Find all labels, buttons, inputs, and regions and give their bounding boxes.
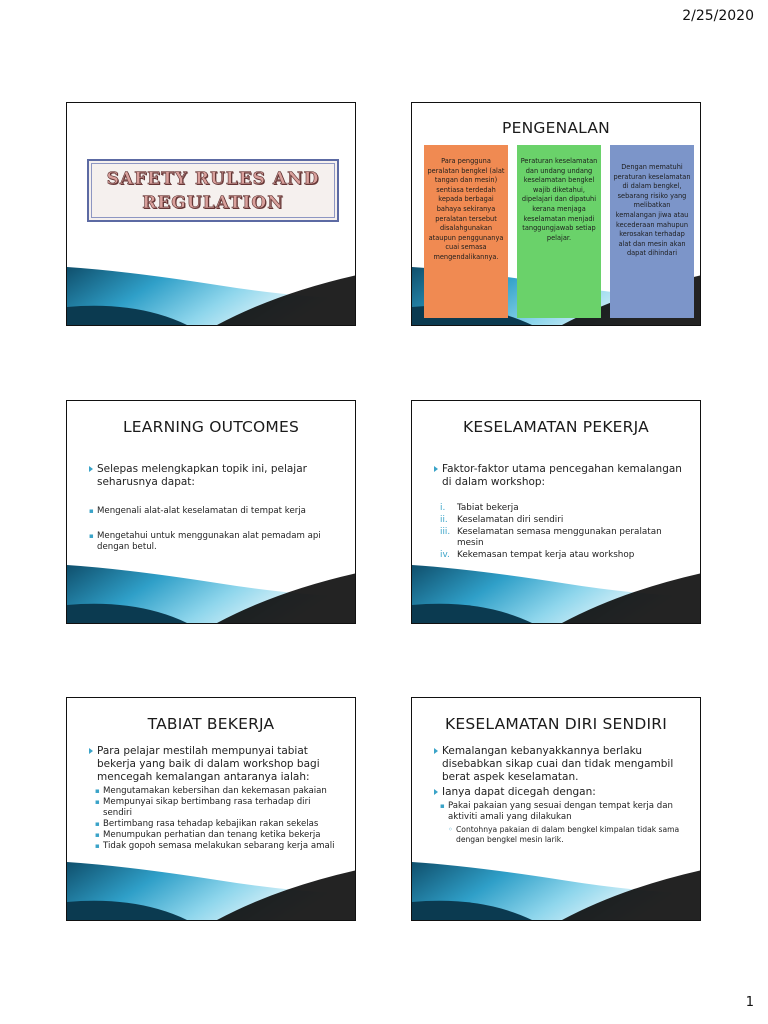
slide-swoosh-graphic	[412, 858, 701, 920]
bullet-text: Kemalangan kebanyakkannya berlaku disebabkan sikap cuai dan tidak mengambil berat aspek keselamatan.	[434, 745, 686, 784]
slide-title: TABIAT BEKERJA	[147, 715, 275, 733]
sub-bullet-text: ▪ Tidak gopoh semasa melakukan sebarang kerja amali	[95, 841, 341, 852]
slide-swoosh-graphic	[67, 858, 356, 920]
slide-keselamatan-pekerja	[411, 400, 701, 624]
slide-title: KESELAMATAN PEKERJA	[463, 418, 649, 436]
slide-pengenalan	[411, 102, 701, 326]
list-item: ii. Keselamatan diri sendiri	[440, 515, 564, 525]
cover-title-box	[87, 159, 339, 222]
slide-title: KESELAMATAN DIRI SENDIRI	[445, 715, 667, 733]
slide-swoosh-graphic	[67, 561, 356, 623]
slide-body	[434, 463, 686, 562]
numbered-list	[434, 503, 686, 561]
slide-keselamatan-diri-sendiri	[411, 697, 701, 921]
slide-swoosh-graphic	[412, 561, 701, 623]
sub-bullet-text: ▪ Mengutamakan kebersihan dan kekemasan pakaian	[95, 786, 341, 797]
bullet-text: Selepas melengkapkan topik ini, pelajar seharusnya dapat:	[89, 463, 341, 489]
bullet-text: Ianya dapat dicegah dengan:	[434, 786, 686, 799]
intro-column-blue: Dengan mematuhi peraturan keselamatan di dalam bengkel, sebarang risiko yang melibatkan kemalangan jiwa atau kecederaan mahupun kerosakan terhadap alat dan mesin akan dapat dihindari	[610, 145, 694, 318]
sub-bullet-text: ▪ Pakai pakaian yang sesuai dengan tempat kerja dan aktiviti amali yang dilakukan	[440, 801, 686, 823]
slide-title: PENGENALAN	[502, 119, 610, 137]
slide-cover	[66, 102, 356, 326]
list-item: iv. Kekemasan tempat kerja atau workshop	[440, 550, 635, 560]
list-item: iii. Keselamatan semasa menggunakan peralatan mesin	[440, 527, 662, 548]
bullet-text: Faktor-faktor utama pencegahan kemalangan di dalam workshop:	[434, 463, 686, 489]
slide-tabiat-bekerja	[66, 697, 356, 921]
sub-bullet-text: ▪ Mengenali alat-alat keselamatan di tempat kerja	[89, 506, 341, 517]
sub-sub-bullet-text: ◦ Contohnya pakaian di dalam bengkel kimpalan tidak sama dengan bengkel mesin larik.	[448, 825, 686, 845]
page-date: 2/25/2020	[682, 8, 754, 24]
slide-body	[434, 745, 686, 845]
slide-swoosh-graphic	[67, 263, 356, 325]
bullet-text: Para pelajar mestilah mempunyai tabiat bekerja yang baik di dalam workshop bagi mencegah kemalangan antaranya ialah:	[89, 745, 341, 784]
intro-column-green: Peraturan keselamatan dan undang undang keselamatan bengkel wajib diketahui, dipelajari dan dipatuhi kerana menjaga keselamatan menjadi tanggungjawab setiap pelajar.	[517, 145, 601, 318]
page-number: 1	[745, 995, 754, 1010]
sub-bullet-text: ▪ Menumpukan perhatian dan tenang ketika bekerja	[95, 830, 341, 841]
slide-body	[89, 463, 341, 553]
list-item: i. Tabiat bekerja	[440, 503, 519, 513]
sub-bullet-text: ▪ Mengetahui untuk menggunakan alat pemadam api dengan betul.	[89, 531, 341, 553]
slide-title: LEARNING OUTCOMES	[122, 418, 300, 436]
cover-title: SAFETY RULES AND REGULATION	[106, 168, 320, 213]
sub-bullet-text: ▪ Bertimbang rasa tehadap kebajikan rakan sekelas	[95, 819, 341, 830]
slide-body	[89, 745, 341, 852]
intro-column-orange: Para pengguna peralatan bengkel (alat tangan dan mesin) sentiasa terdedah kepada berbagai bahaya sekiranya peralatan tersebut disalahgunakan ataupun penggunanya cuai semasa mengendalikannya.	[424, 145, 508, 318]
slide-learning-outcomes	[66, 400, 356, 624]
sub-bullet-text: ▪ Mempunyai sikap bertimbang rasa terhadap diri sendiri	[95, 797, 341, 819]
